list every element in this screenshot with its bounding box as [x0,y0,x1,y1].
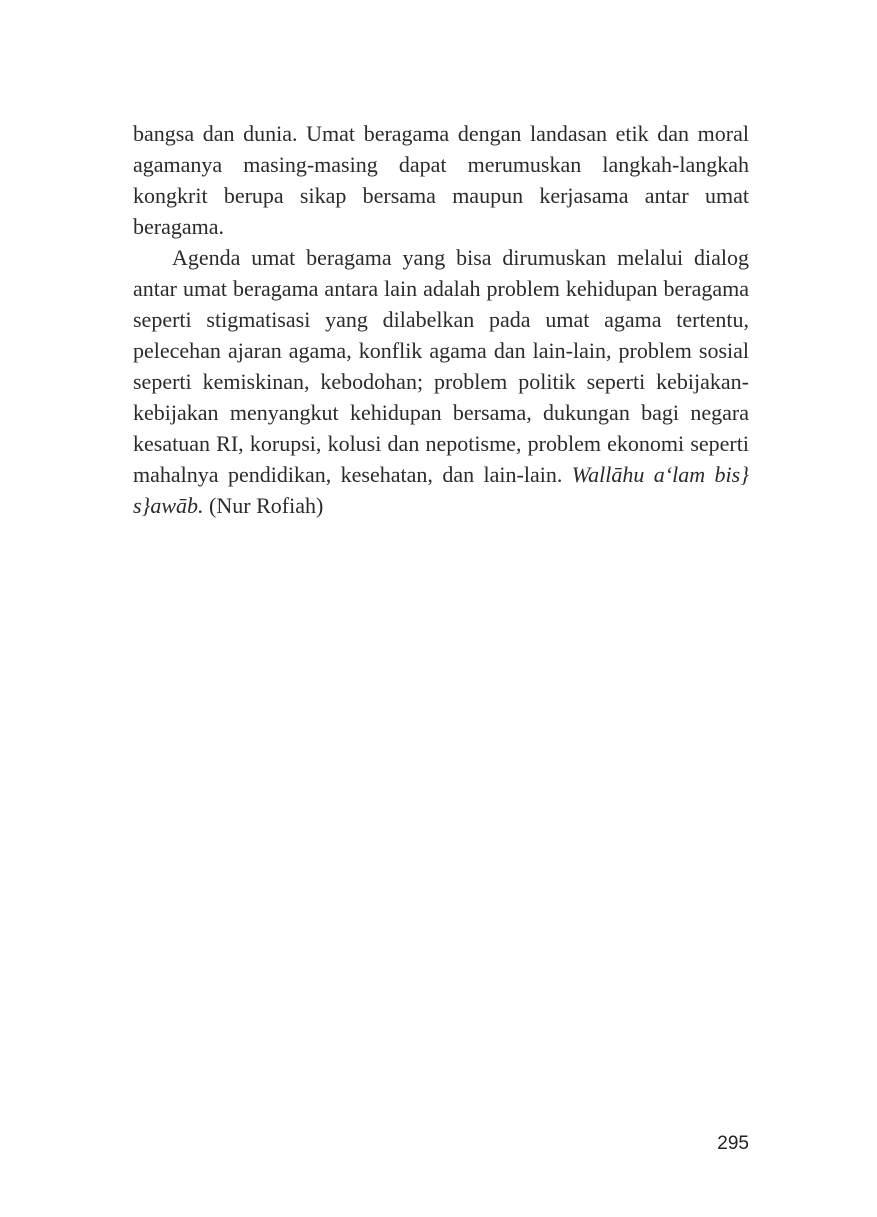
closing-phrase: Wallāhu a‘lam bis} s}awāb. [133,462,750,518]
paragraph-2-text: Agenda umat beragama yang bisa dirumuskan melalui dialog antar umat beragama antara lain adalah problem kehidupan beragama seperti stigmatisasi yang dilabelkan pada umat agama tertentu, pelecehan ajaran agama, konflik agama dan lain-lain, problem sosial seperti kemiskinan, kebodohan; problem politik seperti kebijakan-kebijakan menyangkut kehidupan bersama, dukungan bagi negara kesatuan RI, korupsi, kolusi dan nepotisme, problem ekonomi seperti mahalnya pendidikan, kesehatan, dan lain-lain. [133,245,749,487]
page-number: 295 [717,1133,749,1154]
body-text [133,118,749,521]
paragraph-1: bangsa dan dunia. Umat beragama dengan landasan etik dan moral agamanya masing-masing dapat merumuskan langkah-langkah kongkrit berupa sikap bersama maupun kerjasama antar umat beragama. [133,121,749,239]
author-attribution: (Nur Rofiah) [209,493,324,518]
paragraph-2 [133,242,749,521]
